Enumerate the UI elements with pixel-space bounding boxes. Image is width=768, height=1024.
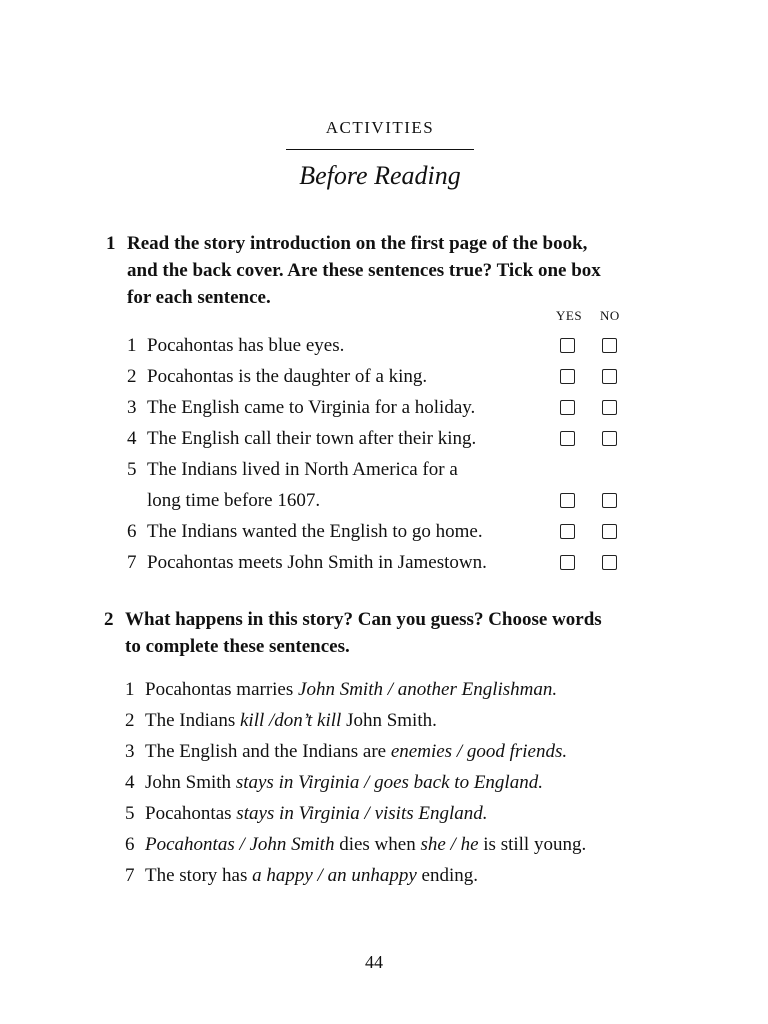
q1-item: [127, 423, 476, 454]
page-number: 44: [365, 952, 383, 972]
q2-item-text: Pocahontas marries: [145, 679, 299, 700]
q2-item-text: The Indians: [145, 710, 240, 731]
q1-item-text: The English call their town after their king.: [147, 428, 477, 449]
q2-item-text: John Smith.: [341, 710, 437, 731]
question-2-text: [125, 606, 602, 660]
q1-item: [127, 392, 475, 423]
q1-item-continuation: [127, 485, 320, 516]
q2-item-choice: kill /don’t kill: [239, 710, 342, 731]
q1-item5-no-checkbox[interactable]: [602, 493, 617, 508]
q2-item-number: 1: [125, 679, 135, 700]
q1-item-number: 6: [127, 521, 137, 542]
q2-item-number: 7: [125, 865, 135, 886]
question-1-text: [127, 230, 601, 311]
q1-item1-yes-checkbox[interactable]: [560, 338, 575, 353]
q2-item-choice: a happy / an unhappy: [252, 865, 417, 886]
q2-item-number: 5: [125, 803, 135, 824]
q1-item: [127, 361, 427, 392]
q1-item4-yes-checkbox[interactable]: [560, 431, 575, 446]
section-heading: ACTIVITIES: [325, 118, 435, 137]
q2-item-text: The English and the Indians are: [145, 741, 391, 762]
q2-item: [125, 798, 488, 829]
q1-item4-no-checkbox[interactable]: [602, 431, 617, 446]
heading-rule: [286, 149, 474, 150]
q2-item-text: ending.: [416, 865, 478, 886]
question-1-number: 1: [106, 233, 116, 254]
q2-item: [125, 736, 567, 767]
q2-item-number: 2: [125, 710, 135, 731]
column-header-no: NO: [600, 308, 620, 323]
q1-item7-yes-checkbox[interactable]: [560, 555, 575, 570]
q2-item: [125, 829, 586, 860]
question-2-line: to complete these sentences.: [125, 636, 350, 657]
q1-item6-no-checkbox[interactable]: [602, 524, 617, 539]
q1-item1-no-checkbox[interactable]: [602, 338, 617, 353]
q2-item: [125, 767, 543, 798]
q1-item-text: The English came to Virginia for a holiday.: [147, 397, 476, 418]
q2-item-number: 6: [125, 834, 135, 855]
q1-item3-yes-checkbox[interactable]: [560, 400, 575, 415]
q2-item-text: is still young.: [478, 834, 587, 855]
q2-item-number: 3: [125, 741, 135, 762]
q1-item-number: 5: [127, 459, 137, 480]
q1-item-number: 3: [127, 397, 137, 418]
q1-item-number: 2: [127, 366, 137, 387]
q2-item-number: 4: [125, 772, 135, 793]
q1-item2-no-checkbox[interactable]: [602, 369, 617, 384]
column-header-yes: YES: [556, 308, 583, 323]
q2-item-text: dies when: [334, 834, 421, 855]
q2-item-choice: John Smith / another Englishman.: [298, 679, 558, 700]
q2-item: [125, 705, 437, 736]
question-1-line: Read the story introduction on the first page of the book,: [127, 233, 588, 254]
q1-item-text: Pocahontas has blue eyes.: [147, 335, 345, 356]
q2-item-text: Pocahontas: [145, 803, 237, 824]
q2-item: [125, 674, 557, 705]
question-2-number: 2: [104, 609, 114, 630]
q1-item2-yes-checkbox[interactable]: [560, 369, 575, 384]
q1-item-text: The Indians wanted the English to go home.: [147, 521, 483, 542]
q1-item-text: Pocahontas is the daughter of a king.: [147, 366, 428, 387]
q1-item7-no-checkbox[interactable]: [602, 555, 617, 570]
q2-item-choice: she / he: [420, 834, 479, 855]
question-2-line: What happens in this story? Can you guess? Choose words: [125, 609, 602, 630]
q1-item-text: long time before 1607.: [147, 490, 321, 511]
q1-item-number: 4: [127, 428, 137, 449]
q1-item: [127, 547, 487, 578]
question-1-line: for each sentence.: [127, 287, 271, 308]
q2-item-choice: enemies / good friends.: [390, 741, 568, 762]
q2-item-text: John Smith: [145, 772, 236, 793]
q1-item3-no-checkbox[interactable]: [602, 400, 617, 415]
q2-item-choice: stays in Virginia / goes back to England.: [235, 772, 543, 793]
q1-item-number: 7: [127, 552, 137, 573]
q1-item6-yes-checkbox[interactable]: [560, 524, 575, 539]
section-subheading: Before Reading: [299, 161, 461, 190]
q1-item: [127, 454, 458, 485]
question-1-line: and the back cover. Are these sentences true? Tick one box: [127, 260, 601, 281]
q2-item: [125, 860, 478, 891]
q1-item: [127, 516, 483, 547]
q1-item-number: 1: [127, 335, 137, 356]
q1-item-text: The Indians lived in North America for a: [147, 459, 458, 480]
q1-item: [127, 330, 344, 361]
q2-item-choice: stays in Virginia / visits England.: [236, 803, 488, 824]
q2-item-choice: Pocahontas / John Smith: [145, 834, 335, 855]
q1-item-text: Pocahontas meets John Smith in Jamestown.: [147, 552, 487, 573]
q1-item5-yes-checkbox[interactable]: [560, 493, 575, 508]
q2-item-text: The story has: [145, 865, 253, 886]
